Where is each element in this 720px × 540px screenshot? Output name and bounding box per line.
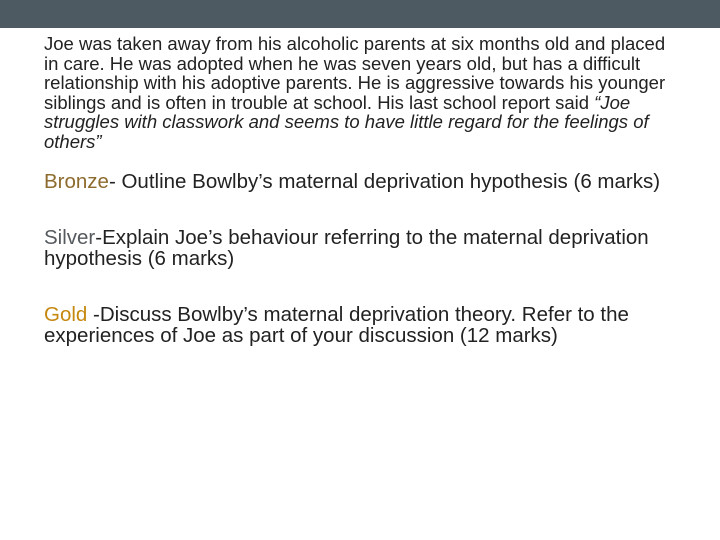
case-study-text: Joe was taken away from his alcoholic parents at six months old and placed in care. He was adopted when he was seven years old, but has a difficult relationship with his adoptive parents. He is aggressive towards his younger siblings and is often in trouble at school. His last school report said bbox=[44, 33, 666, 113]
silver-task-text: -Explain Joe’s behaviour referring to the maternal deprivation hypothesis (6 marks) bbox=[44, 225, 649, 270]
case-study-paragraph bbox=[44, 34, 684, 151]
slide-content bbox=[44, 34, 684, 347]
school-report-quote: “Joe struggles with classwork and seems to have little regard for the feelings of others” bbox=[44, 91, 649, 152]
bronze-task bbox=[44, 171, 684, 193]
slide-header-bar bbox=[0, 0, 720, 28]
gold-level-label: Gold bbox=[44, 302, 88, 326]
silver-task bbox=[44, 227, 684, 270]
gold-task bbox=[44, 304, 684, 347]
gold-task-text: -Discuss Bowlby’s maternal deprivation theory. Refer to the experiences of Joe as part of your discussion (12 marks) bbox=[44, 302, 629, 347]
bronze-task-text: - Outline Bowlby’s maternal deprivation hypothesis (6 marks) bbox=[108, 170, 661, 193]
bronze-level-label: Bronze bbox=[44, 170, 109, 193]
silver-level-label: Silver bbox=[44, 225, 96, 249]
